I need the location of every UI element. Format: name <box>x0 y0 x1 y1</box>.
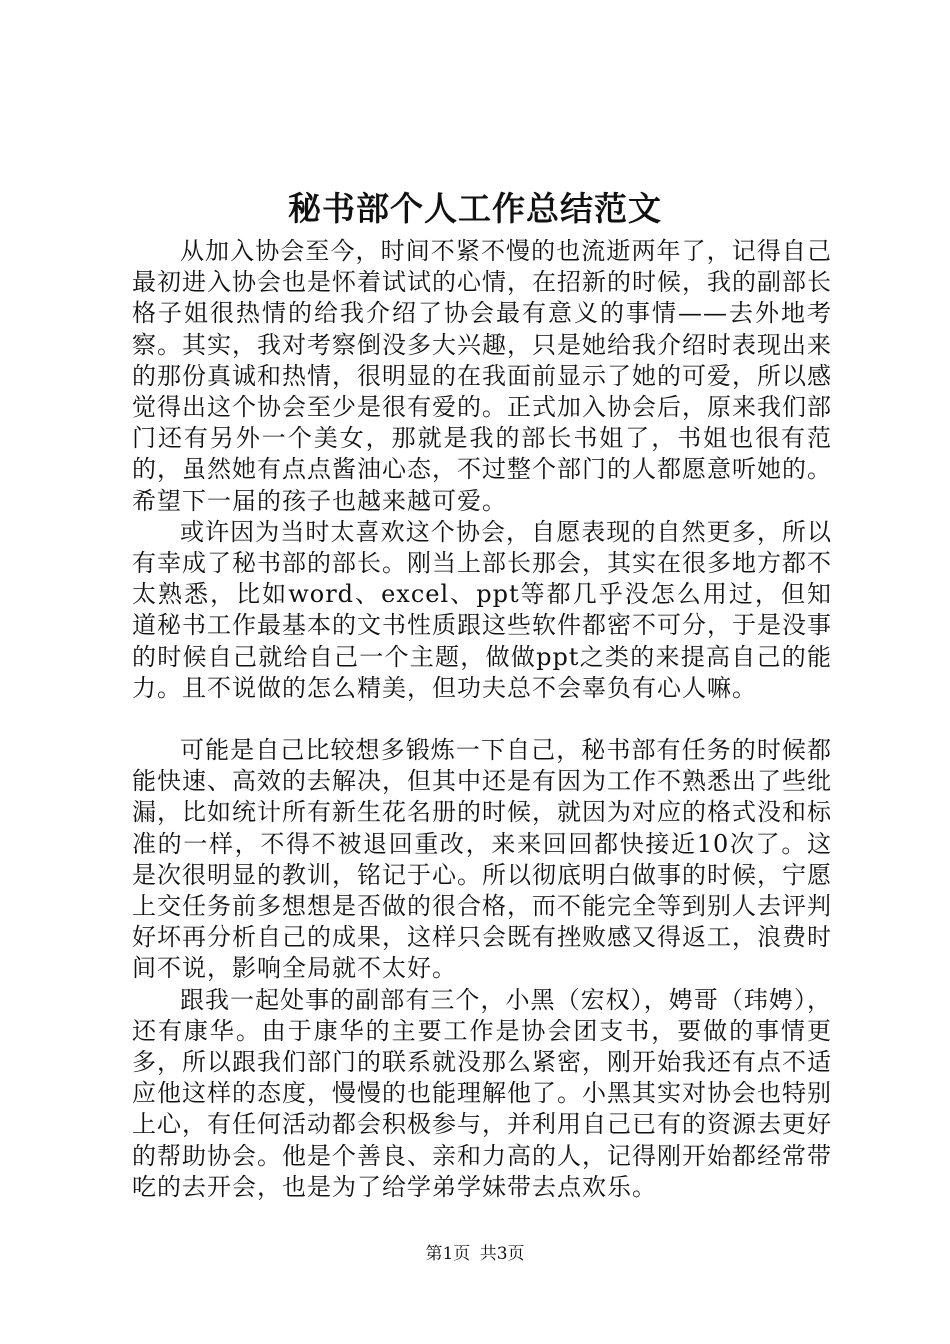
paragraph-1: 从加入协会至今，时间不紧不慢的也流逝两年了，记得自己最初进入协会也是怀着试试的心情，在招新的时候，我的副部长格子姐很热情的给我介绍了协会最有意义的事情——去外地考察。其实，我对考察倒没多大兴趣，只是她给我介绍时表现出来的那份真诚和热情，很明显的在我面前显示了她的可爱，所以感觉得出这个协会至少是很有爱的。正式加入协会后，原来我们部门还有另外一个美女，那就是我的部长书姐了，书姐也很有范的，虽然她有点点酱油心态，不过整个部门的人都愿意听她的。希望下一届的孩子也越来越可爱。 <box>132 237 832 515</box>
page-number: 第1页 <box>425 1244 471 1264</box>
paragraph-4: 跟我一起处事的副部有三个，小黑（宏权），娉哥（玮娉），还有康华。由于康华的主要工作是协会团支书，要做的事情更多，所以跟我们部门的联系就没那么紧密，刚开始我还有点不适应他这样的态度，慢慢的也能理解他了。小黑其实对协会也特别上心，有任何活动都会积极参与，并利用自己已有的资源去更好的帮助协会。他是个善良、亲和力高的人，记得刚开始都经常带吃的去开会，也是为了给学弟学妹带去点欢乐。 <box>132 985 832 1201</box>
document-title: 秘书部个人工作总结范文 <box>288 189 662 228</box>
page-total: 共3页 <box>479 1244 525 1264</box>
paragraph-2: 或许因为当时太喜欢这个协会，自愿表现的自然更多，所以有幸成了秘书部的部长。刚当上部长那会，其实在很多地方都不太熟悉，比如word、excel、ppt等都几乎没怎么用过，但知道秘书工作最基本的文书性质跟这些软件都密不可分，于是没事的时候自己就给自己一个主题，做做ppt之类的来提高自己的能力。且不说做的怎么精美，但功夫总不会辜负有心人嘛。 <box>132 517 832 702</box>
document-body <box>132 236 832 1203</box>
page-footer <box>0 1243 950 1265</box>
paragraph-3: 可能是自己比较想多锻炼一下自己，秘书部有任务的时候都能快速、高效的去解决，但其中还是有因为工作不熟悉出了些纰漏，比如统计所有新生花名册的时候，就因为对应的格式没和标准的一样，不得不被退回重改，来来回回都快接近10次了。这是次很明显的教训，铭记于心。所以彻底明白做事的时候，宁愿上交任务前多想想是否做的很合格，而不能完全等到别人去评判好坏再分析自己的成果，这样只会既有挫败感又得返工，浪费时间不说，影响全局就不太好。 <box>132 736 832 983</box>
paragraph-spacer <box>132 704 832 735</box>
